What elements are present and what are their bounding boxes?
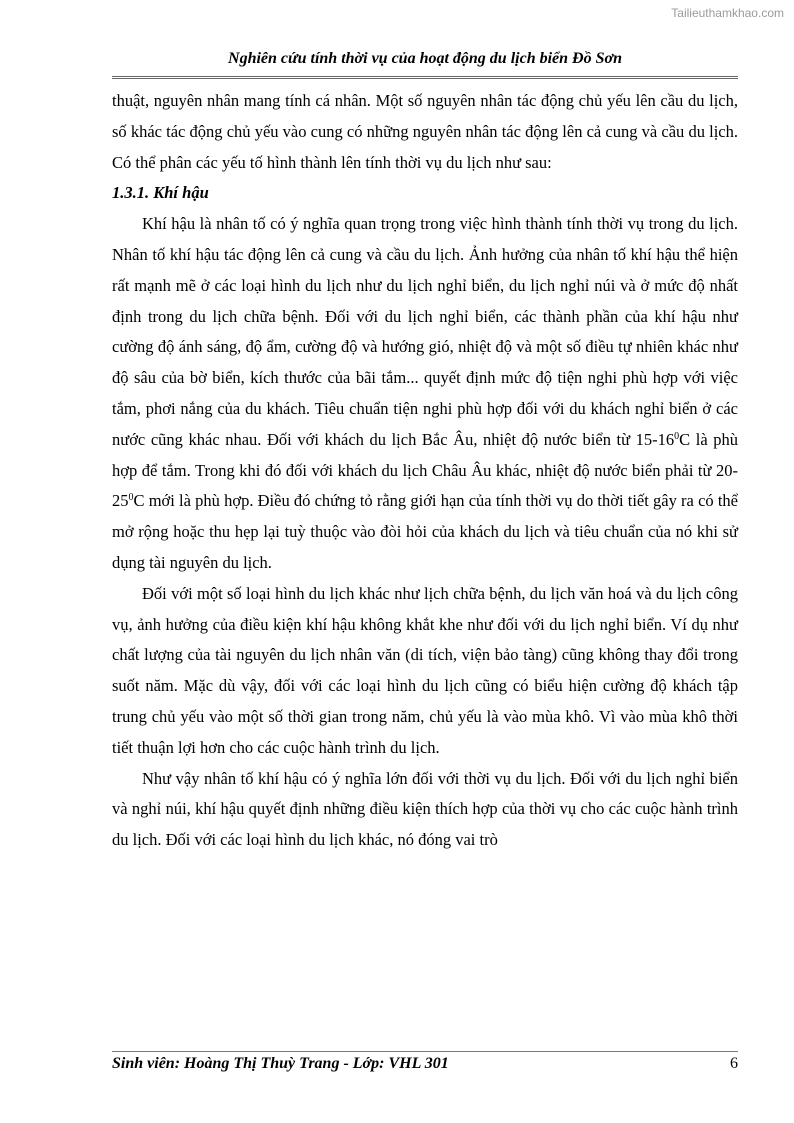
paragraph-climate: [112, 209, 738, 579]
page-number: 6: [730, 1055, 738, 1072]
paragraph-climate-part-2: C là phù hợp để tắm. Trong khi đó đối với khách du lịch Châu Âu khác, nhiệt độ nước biển phải từ 20-25: [112, 429, 738, 511]
degree-superscript-2: 0: [128, 492, 134, 504]
document-body: [112, 86, 738, 856]
paragraph-climate-part-3: C mới là phù hợp. Điều đó chứng tỏ rằng giới hạn của tính thời vụ do thời tiết gây ra có thể mở rộng hoặc thu hẹp lại tuỳ thuộc vào đòi hỏi của khách du lịch và tiêu chuẩn của nó khi sử dụng tài nguyên du lịch.: [112, 491, 738, 572]
footer-divider: [112, 1051, 738, 1052]
paragraph-other-types: Đối với một số loại hình du lịch khác như lịch chữa bệnh, du lịch văn hoá và du lịch công vụ, ảnh hưởng của điều kiện khí hậu không khắt khe như đối với du lịch nghỉ biển. Ví dụ như chất lượng của tài nguyên du lịch nhân văn (di tích, viện bảo tàng) cũng không thay đổi trong suốt năm. Mặc dù vậy, đối với các loại hình du lịch cũng có biểu hiện cường độ khách tập trung chủ yếu vào một số thời gian trong năm, chủ yếu là vào mùa khô. Vì vào mùa khô thời tiết thuận lợi hơn cho các cuộc hành trình du lịch.: [112, 583, 738, 757]
paragraph-climate-part-1: Khí hậu là nhân tố có ý nghĩa quan trọng trong việc hình thành tính thời vụ trong du lịch. Nhân tố khí hậu tác động lên cả cung và cầu du lịch. Ảnh hưởng của nhân tố khí hậu thể hiện rất mạnh mẽ ở các loại hình du lịch như du lịch nghỉ biển, du lịch nghỉ núi và ở mức độ nhất định trong du lịch chữa bệnh. Đối với du lịch nghỉ biển, các thành phần của khí hậu như cường độ ánh sáng, độ ẩm, cường độ và hướng gió, nhiệt độ và một số điều tự nhiên khác như độ sâu của bờ biển, kích thước của bãi tắm... quyết định mức độ tiện nghi phù hợp với việc tắm, phơi nắng của du khách. Tiêu chuẩn tiện nghi phù hợp đối với du khách nghỉ biển ở các nước cũng khác nhau. Đối với khách du lịch Bắc Âu, nhiệt độ nước biển từ 15-16: [112, 214, 738, 449]
watermark-text: Tailieuthamkhao.com: [671, 6, 784, 20]
page-header-title: Nghiên cứu tính thời vụ của hoạt động du lịch biển Đồ Sơn: [228, 50, 622, 67]
degree-superscript-1: 0: [674, 430, 680, 442]
paragraph-conclusion: Như vậy nhân tố khí hậu có ý nghĩa lớn đối với thời vụ du lịch. Đối với du lịch nghỉ biển và nghỉ núi, khí hậu quyết định những điều kiện thích hợp của thời vụ cho các cuộc hành trình du lịch. Đối với các loại hình du lịch khác, nó đóng vai trò: [112, 768, 738, 850]
footer-author: Sinh viên: Hoàng Thị Thuỳ Trang - Lớp: VHL 301: [112, 1055, 449, 1072]
paragraph-continuation: thuật, nguyên nhân mang tính cá nhân. Một số nguyên nhân tác động chủ yếu lên cầu du lịch, số khác tác động chủ yếu vào cung có những nguyên nhân tác động lên cả cung và cầu du lịch. Có thể phân các yếu tố hình thành lên tính thời vụ du lịch như sau:: [112, 91, 738, 172]
header-divider: [112, 76, 738, 79]
section-heading: 1.3.1. Khí hậu: [112, 183, 209, 203]
